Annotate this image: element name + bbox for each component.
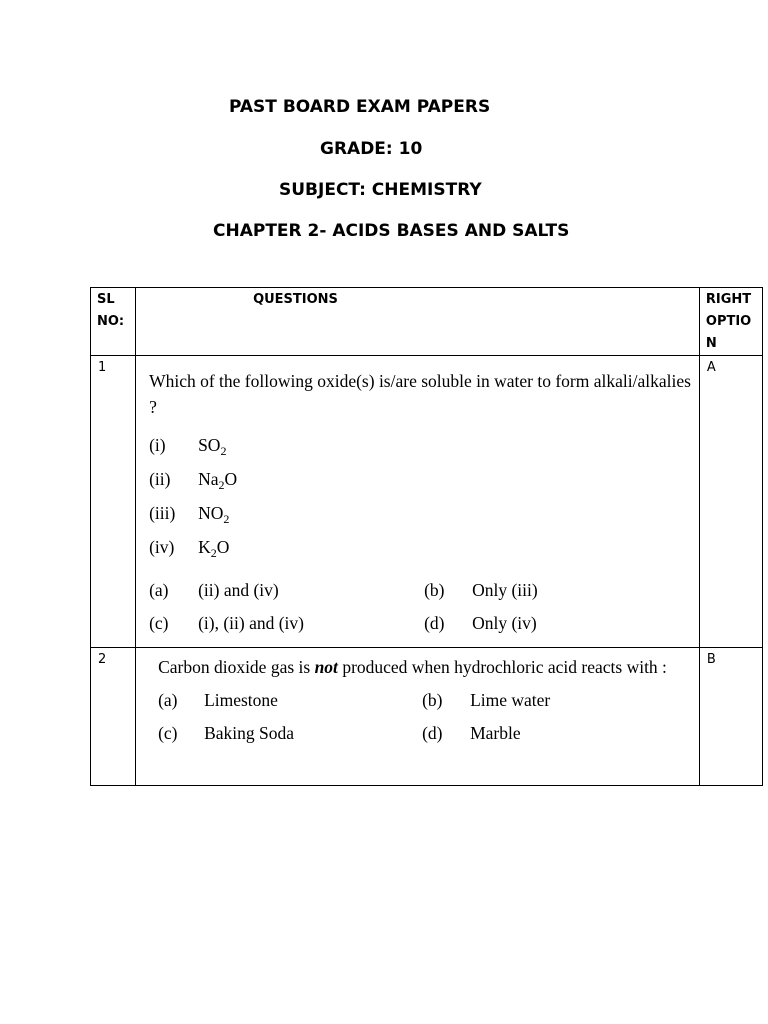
grade-heading: GRADE: 10 — [320, 139, 423, 159]
serial-number: 2 — [91, 648, 136, 786]
emphasis-not: not — [314, 657, 338, 677]
formula: $SO_2$ — [198, 435, 227, 458]
right-option: B — [699, 648, 762, 786]
question-stem: Carbon dioxide gas is not produced when hydrochloric acid reacts with : — [158, 657, 667, 677]
option-text: (ii) and (iv) — [198, 580, 279, 600]
header-sl-no: SL NO: — [91, 288, 136, 356]
option-text: Lime water — [470, 690, 551, 710]
answer-options — [158, 684, 699, 750]
questions-table — [90, 287, 763, 786]
list-item — [149, 530, 699, 564]
formula: $Na_2O$ — [198, 469, 238, 492]
option-text: Limestone — [204, 690, 278, 710]
list-item — [149, 462, 699, 496]
formula: $NO_2$ — [198, 503, 230, 526]
oxide-list — [149, 428, 699, 564]
option-label: (d) — [424, 613, 445, 633]
header-questions: QUESTIONS — [136, 288, 700, 356]
option-text: Baking Soda — [204, 723, 294, 743]
option-label: (c) — [158, 723, 178, 743]
option-label: (b) — [424, 580, 445, 600]
right-option: A — [699, 356, 762, 648]
list-item — [149, 428, 699, 462]
item-number: (iii) — [149, 503, 176, 523]
answer-options — [149, 574, 699, 640]
option-label: (a) — [149, 580, 169, 600]
item-number: (i) — [149, 435, 166, 455]
item-number: (iv) — [149, 537, 175, 557]
subject-heading: SUBJECT: CHEMISTRY — [279, 180, 482, 200]
option-text: (i), (ii) and (iv) — [198, 613, 304, 633]
list-item — [149, 496, 699, 530]
header-right-option: RIGHT OPTION — [699, 288, 762, 356]
question-stem: Which of the following oxide(s) is/are soluble in water to form alkali/alkalies ? — [149, 371, 691, 417]
table-row — [91, 648, 763, 786]
option-label: (b) — [422, 690, 443, 710]
question-cell — [136, 356, 700, 648]
table-row — [91, 356, 763, 648]
option-label: (c) — [149, 613, 169, 633]
item-number: (ii) — [149, 469, 171, 489]
option-text: Only (iv) — [472, 613, 537, 633]
option-label: (d) — [422, 723, 443, 743]
chapter-heading: CHAPTER 2- ACIDS BASES AND SALTS — [213, 221, 570, 241]
document-title: PAST BOARD EXAM PAPERS — [229, 97, 491, 117]
formula: $K_2O$ — [198, 537, 230, 560]
question-cell — [136, 648, 700, 786]
option-label: (a) — [158, 690, 178, 710]
option-text: Marble — [470, 723, 521, 743]
serial-number: 1 — [91, 356, 136, 648]
option-text: Only (iii) — [472, 580, 538, 600]
table-header-row — [91, 288, 763, 356]
